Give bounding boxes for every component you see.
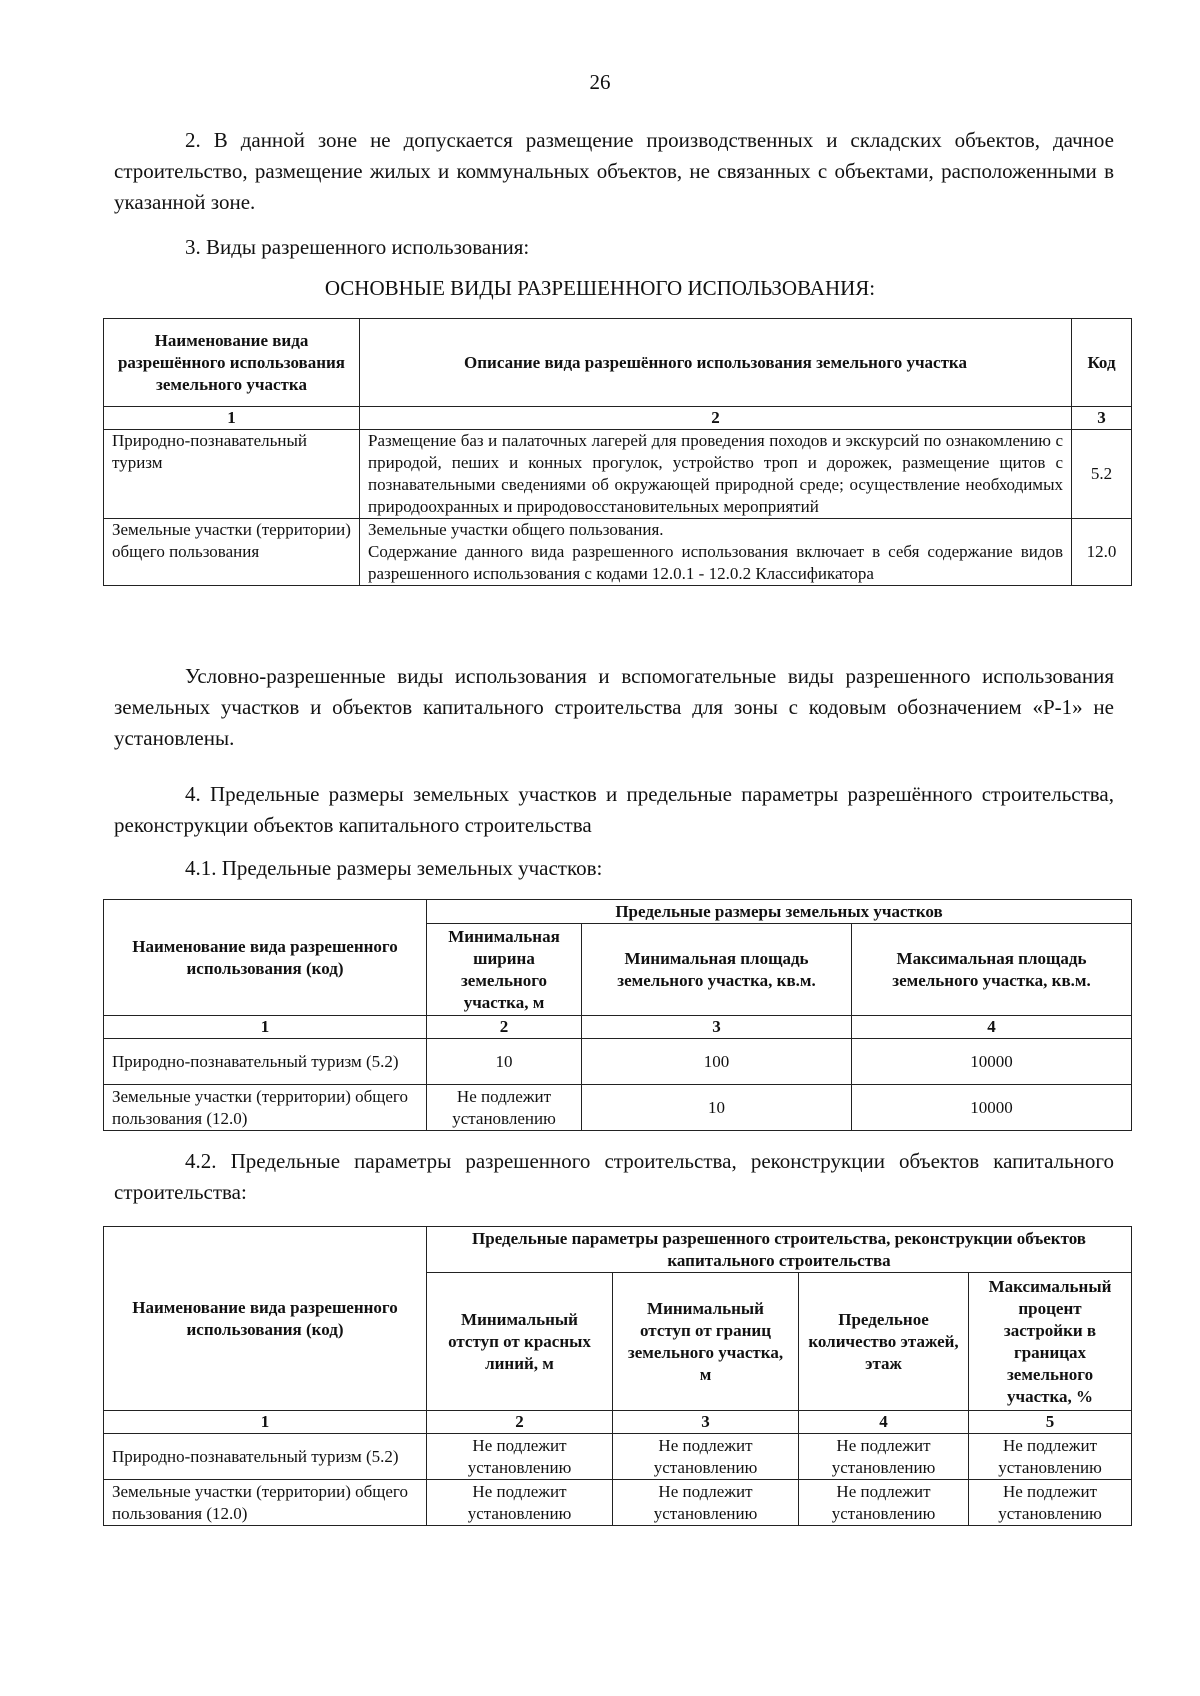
use-name: Природно-познавательный туризм xyxy=(104,430,360,519)
paragraph-conditional-uses: Условно-разрешенные виды использования и вспомогательные виды разрешенного использования земельных участков и объектов капитального строительства для зоны с кодовым обозначением «Р-1» не установлены. xyxy=(114,664,1114,750)
row-value: Не подлежит установлению xyxy=(969,1480,1132,1526)
table3-subheader: Минимальный отступ от границ земельного участка, м xyxy=(613,1273,799,1411)
table1-col-number: 3 xyxy=(1072,407,1132,430)
row-value: 10000 xyxy=(852,1039,1132,1085)
use-name: Земельные участки (территории) общего пользования xyxy=(104,519,360,586)
table3-subheader: Максимальный процент застройки в границах земельного участка, % xyxy=(969,1273,1132,1411)
construction-params-table xyxy=(103,1226,1132,1526)
table-row xyxy=(104,1085,1132,1131)
plot-size-table xyxy=(103,899,1132,1131)
use-code: 5.2 xyxy=(1072,430,1132,519)
table1-header-name: Наименование вида разрешённого использования земельного участка xyxy=(104,319,360,407)
paragraph-4-2: 4.2. Предельные параметры разрешенного строительства, реконструкции объектов капитального строительства: xyxy=(114,1149,1114,1204)
table2-header-name: Наименование вида разрешенного использования (код) xyxy=(104,900,427,1016)
table3-col-number: 2 xyxy=(427,1411,613,1434)
row-value: Не подлежит установлению xyxy=(427,1085,582,1131)
paragraph-2: 2. В данной зоне не допускается размещение производственных и складских объектов, дачное строительство, размещение жилых и коммунальных объектов, не связанных с объектами, расположенными в указанной зоне. xyxy=(114,128,1114,214)
row-value: Не подлежит установлению xyxy=(613,1434,799,1480)
table-row xyxy=(104,519,1132,586)
table1-col-number: 1 xyxy=(104,407,360,430)
table3-col-number: 4 xyxy=(799,1411,969,1434)
row-value: 10000 xyxy=(852,1085,1132,1131)
row-value: Не подлежит установлению xyxy=(427,1434,613,1480)
row-value: Не подлежит установлению xyxy=(799,1434,969,1480)
row-value: Не подлежит установлению xyxy=(613,1480,799,1526)
table-row xyxy=(104,1434,1132,1480)
table-row xyxy=(104,1039,1132,1085)
table2-col-number: 3 xyxy=(582,1016,852,1039)
main-uses-table xyxy=(103,318,1132,586)
row-value: Не подлежит установлению xyxy=(799,1480,969,1526)
use-description xyxy=(360,519,1072,586)
section-title: ОСНОВНЫЕ ВИДЫ РАЗРЕШЕННОГО ИСПОЛЬЗОВАНИЯ: xyxy=(324,276,876,300)
table3-col-number: 5 xyxy=(969,1411,1132,1434)
table3-header-name: Наименование вида разрешенного использования (код) xyxy=(104,1227,427,1411)
row-name: Природно-познавательный туризм (5.2) xyxy=(104,1434,427,1480)
table3-col-number: 1 xyxy=(104,1411,427,1434)
row-name: Природно-познавательный туризм (5.2) xyxy=(104,1039,427,1085)
row-value: 100 xyxy=(582,1039,852,1085)
paragraph-4-1: 4.1. Предельные размеры земельных участков: xyxy=(185,856,603,880)
use-description-line: Земельные участки общего пользования. xyxy=(368,520,664,539)
table1-col-number: 2 xyxy=(360,407,1072,430)
table2-group-header: Предельные размеры земельных участков xyxy=(427,900,1132,924)
row-value: Не подлежит установлению xyxy=(969,1434,1132,1480)
table3-col-number: 3 xyxy=(613,1411,799,1434)
table2-subheader: Минимальная площадь земельного участка, кв.м. xyxy=(582,924,852,1016)
paragraph-4: 4. Предельные размеры земельных участков и предельные параметры разрешённого строительства, реконструкции объектов капитального строительства xyxy=(114,782,1114,837)
table2-subheader: Максимальная площадь земельного участка, кв.м. xyxy=(852,924,1132,1016)
row-value: Не подлежит установлению xyxy=(427,1480,613,1526)
table-row xyxy=(104,430,1132,519)
row-name: Земельные участки (территории) общего пользования (12.0) xyxy=(104,1480,427,1526)
page-number: 26 xyxy=(589,70,611,94)
table2-col-number: 2 xyxy=(427,1016,582,1039)
table3-group-header: Предельные параметры разрешенного строительства, реконструкции объектов капитального строительства xyxy=(427,1227,1132,1273)
table2-col-number: 1 xyxy=(104,1016,427,1039)
table3-subheader: Минимальный отступ от красных линий, м xyxy=(427,1273,613,1411)
row-value: 10 xyxy=(427,1039,582,1085)
use-description-line: Содержание данного вида разрешенного использования включает в себя содержание видов разрешенного использования с кодами 12.0.1 - 12.0.2 Классификатора xyxy=(368,542,1063,583)
table3-subheader: Предельное количество этажей, этаж xyxy=(799,1273,969,1411)
table1-header-code: Код xyxy=(1072,319,1132,407)
table1-header-description: Описание вида разрешённого использования земельного участка xyxy=(360,319,1072,407)
paragraph-3: 3. Виды разрешенного использования: xyxy=(185,235,530,259)
table2-subheader: Минимальная ширина земельного участка, м xyxy=(427,924,582,1016)
table-row xyxy=(104,1480,1132,1526)
row-name: Земельные участки (территории) общего пользования (12.0) xyxy=(104,1085,427,1131)
row-value: 10 xyxy=(582,1085,852,1131)
use-code: 12.0 xyxy=(1072,519,1132,586)
use-description: Размещение баз и палаточных лагерей для проведения походов и экскурсий по ознакомлению с природой, пеших и конных прогулок, устройство троп и дорожек, размещение щитов с познавательными сведениями об окружающей природной среде; осуществление необходимых природоохранных и природовосстановительных мероприятий xyxy=(360,430,1072,519)
table2-col-number: 4 xyxy=(852,1016,1132,1039)
